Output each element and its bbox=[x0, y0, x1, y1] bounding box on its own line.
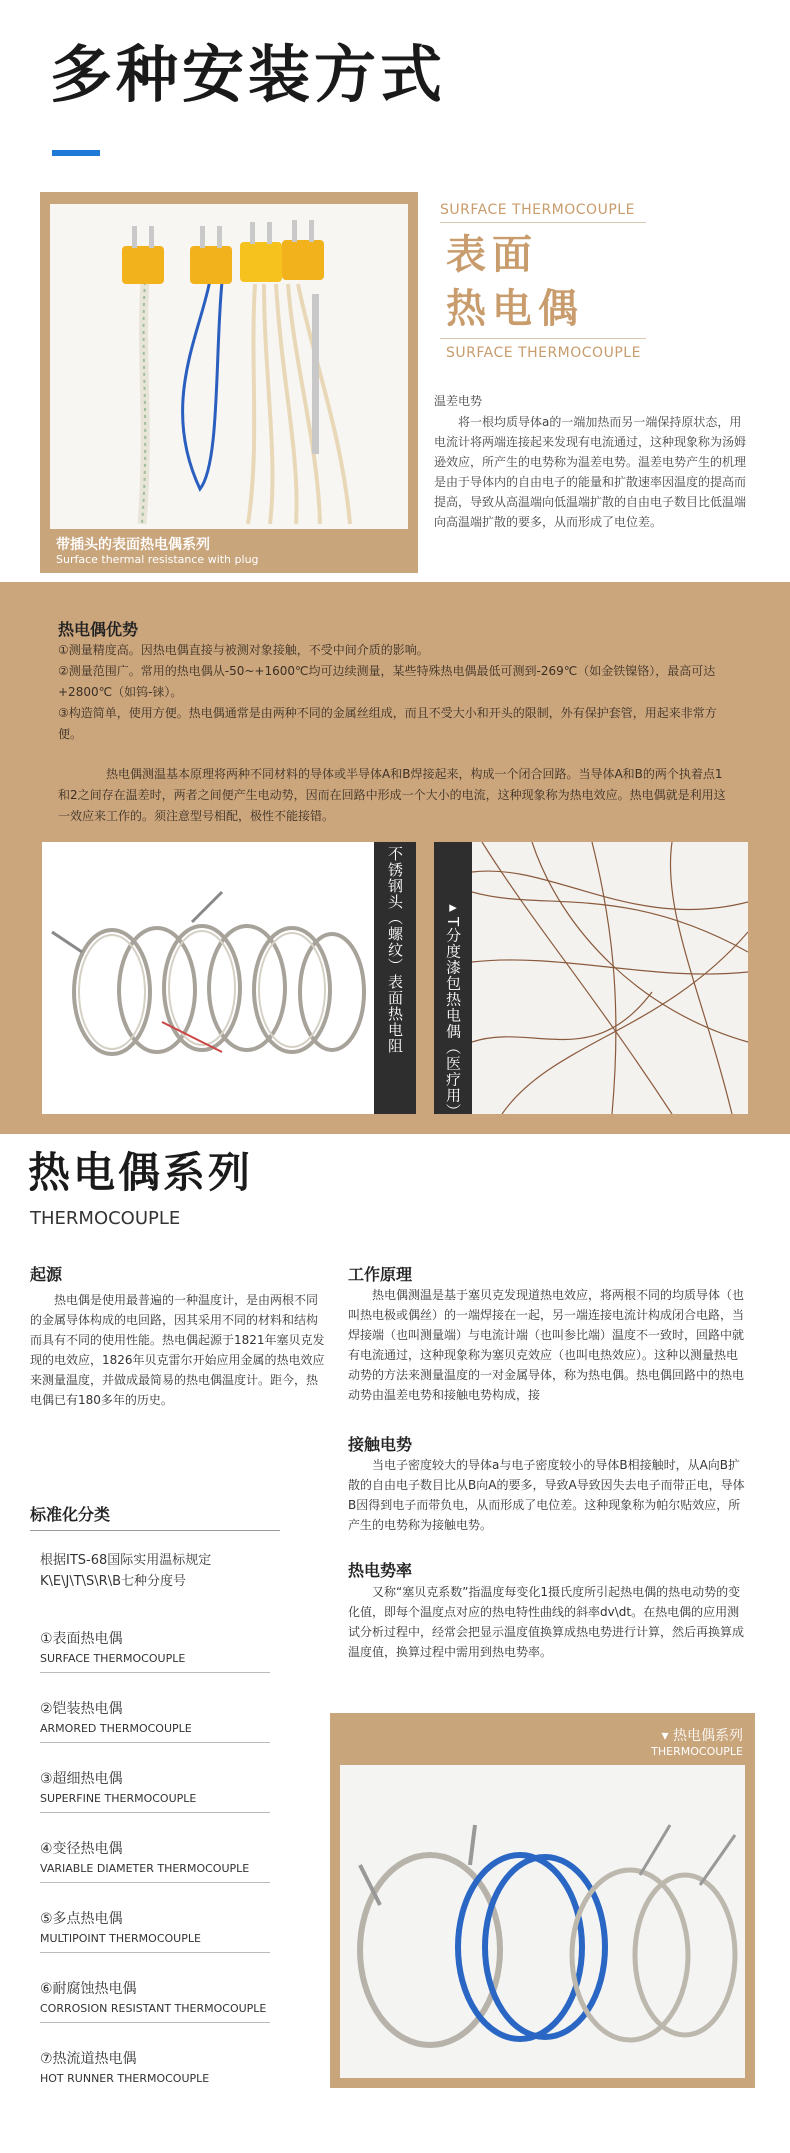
thermocouple-coils-illustration bbox=[340, 1765, 745, 2078]
label-box-left bbox=[374, 842, 416, 1114]
advantage-item: ③构造简单，使用方便。热电偶通常是由两种不同的金属丝组成，而且不受大小和开头的限制，外有保护套管，用起来非常方便。 bbox=[58, 706, 717, 741]
title-accent-bar bbox=[52, 150, 100, 156]
divider bbox=[440, 338, 646, 339]
class-item-cn: ⑦热流道热电偶 bbox=[40, 2051, 137, 2067]
work-principle-title: 工作原理 bbox=[348, 1265, 413, 1284]
divider bbox=[40, 1812, 270, 1813]
stainless-thermocouple-label: 不锈钢头（螺纹）表面热电阻 bbox=[386, 846, 404, 1054]
desc-body: 将一根均质导体a的一端加热而另一端保持原状态，用电流计将两端连接起来发现有电流通过，这种现象称为汤姆逊效应，所产生的电势称为温差电势。温差电势产生的机理是由于导体内的自由电子的能量和扩散速率因温度的提高而提高，导致从高温端向低温端扩散的自由电子数目比低温端向高温端扩散的要多，从而形成了电位差。 bbox=[434, 415, 747, 529]
origin-title: 起源 bbox=[30, 1265, 63, 1284]
thermocouple-series-photo bbox=[340, 1765, 745, 2078]
class-item-cn: ③超细热电偶 bbox=[40, 1771, 123, 1787]
class-item-en: HOT RUNNER THERMOCOUPLE bbox=[40, 2072, 210, 2085]
fine-wires-illustration bbox=[472, 842, 748, 1114]
class-item-cn: ①表面热电偶 bbox=[40, 1631, 123, 1647]
surface-thermocouple-en-top: SURFACE THERMOCOUPLE bbox=[440, 202, 635, 218]
advantages-title: 热电偶优势 bbox=[58, 620, 139, 639]
page-title: 多种安装方式 bbox=[50, 38, 447, 111]
origin-body: 热电偶是使用最普遍的一种温度计，是由两根不同的金属导体构成的电回路，因其采用不同的材料和结构而具有不同的使用性能。热电偶起源于1821年塞贝克发现的电效应，1826年贝克雷尔开始应用金属的热电效应来测量温度，并做成最简易的热电偶温度计。距今，热电偶已有180多年的历史。 bbox=[30, 1293, 325, 1407]
standard-intro: 根据ITS-68国际实用温标规定K\E\J\T\S\R\B七种分度号 bbox=[40, 1553, 212, 1589]
divider bbox=[40, 1882, 270, 1883]
series-title: 热电偶系列 bbox=[28, 1148, 254, 1197]
surface-thermocouple-photo-frame bbox=[40, 192, 418, 573]
enameled-thermocouple-label: ▸T分度漆包热电偶（医疗用） bbox=[444, 898, 462, 1120]
photo-caption: ▾ 热电偶系列 bbox=[661, 1728, 743, 1744]
class-item-en: ARMORED THERMOCOUPLE bbox=[40, 1722, 192, 1735]
work-principle-body: 热电偶测温是基于塞贝克发现道热电效应，将两根不同的均质导体（也叫热电极或偶丝）的一端焊接在一起，另一端连接电流计构成闭合电路，当焊接端（也叫测量端）与电流计端（也叫参比端）温度不一致时，回路中就有电流通过，这种现象称为塞贝克效应（也叫电热效应）。这种以测量热电动势的方法来测量温度的一对金属导体，称为热电偶。热电偶回路中的热电动势由温差电势和接触电势构成，接 bbox=[348, 1288, 745, 1402]
class-item-en: VARIABLE DIAMETER THERMOCOUPLE bbox=[40, 1862, 250, 1875]
photo-subcaption: THERMOCOUPLE bbox=[651, 1745, 743, 1758]
class-item-cn: ⑥耐腐蚀热电偶 bbox=[40, 1981, 137, 1997]
class-item-cn: ⑤多点热电偶 bbox=[40, 1911, 123, 1927]
class-item-en: SUPERFINE THERMOCOUPLE bbox=[40, 1792, 197, 1805]
label-box-mid bbox=[434, 842, 472, 1120]
divider bbox=[40, 1742, 270, 1743]
plug-thermocouples-illustration bbox=[50, 204, 408, 529]
divider bbox=[30, 1530, 280, 1531]
surface-thermocouple-en-bottom: SURFACE THERMOCOUPLE bbox=[446, 345, 641, 361]
class-item-cn: ④变径热电偶 bbox=[40, 1841, 123, 1857]
surface-heading-line2: 热电偶 bbox=[446, 286, 584, 332]
divider bbox=[440, 222, 646, 223]
coiled-cables-illustration bbox=[42, 842, 374, 1114]
divider bbox=[40, 1672, 270, 1673]
advantages-paragraph: 热电偶测温基本原理将两种不同材料的导体或半导体A和B焊接起来，构成一个闭合回路。当导体A和B的两个执着点1和2之间存在温差时，两者之间便产生电动势，因而在回路中形成一个大小的电流，这种现象称为热电效应。热电偶就是利用这一效应来工作的。须注意型号相配，极性不能接错。 bbox=[58, 767, 726, 823]
class-item-cn: ②铠装热电偶 bbox=[40, 1701, 123, 1717]
desc-title: 温差电势 bbox=[434, 394, 483, 408]
thermoelectric-rate-body: 又称“塞贝克系数”指温度每变化1摄氏度所引起热电偶的热电动势的变化值，即每个温度点对应的热电特性曲线的斜率dv\dt。在热电偶的应用测试分析过程中，经常会把显示温度值换算成热电势进行计算，然后再换算成温度值，换算过程中需用到热电势率。 bbox=[348, 1585, 745, 1659]
thermocouple-series-photo-frame bbox=[330, 1713, 755, 2088]
class-item-en: CORROSION RESISTANT THERMOCOUPLE bbox=[40, 2002, 267, 2015]
surface-heading-line1: 表面 bbox=[446, 232, 538, 278]
divider bbox=[40, 2022, 270, 2023]
surface-thermocouple-photo bbox=[50, 204, 408, 529]
photo-subcaption: Surface thermal resistance with plug bbox=[56, 553, 259, 566]
standard-classification-title: 标准化分类 bbox=[30, 1505, 111, 1524]
series-en: THERMOCOUPLE bbox=[30, 1208, 181, 1229]
contact-potential-body: 当电子密度较大的导体a与电子密度较小的导体B相接触时，从A向B扩散的自由电子数目比从B向A的要多，导致A导致因失去电子而带正电，导体B因得到电子而带负电，从而形成了电位差。这种现象称为帕尔贴效应，所产生的电势称为接触电势。 bbox=[348, 1458, 745, 1532]
thermoelectric-rate-title: 热电势率 bbox=[348, 1561, 413, 1580]
class-item-en: MULTIPOINT THERMOCOUPLE bbox=[40, 1932, 201, 1945]
advantage-item: ①测量精度高。因热电偶直接与被测对象接触，不受中间介质的影响。 bbox=[58, 643, 429, 657]
photo-caption: 带插头的表面热电偶系列 bbox=[56, 537, 210, 553]
contact-potential-title: 接触电势 bbox=[348, 1435, 413, 1454]
advantage-item: ②测量范围广。常用的热电偶从-50~+1600℃均可边续测量，某些特殊热电偶最低可测到-269℃（如金铁镍铬），最高可达+2800℃（如钨-铼）。 bbox=[58, 664, 716, 699]
divider bbox=[40, 1952, 270, 1953]
enameled-thermocouple-photo bbox=[472, 842, 748, 1114]
stainless-thermocouple-photo bbox=[42, 842, 374, 1114]
class-item-en: SURFACE THERMOCOUPLE bbox=[40, 1652, 186, 1665]
